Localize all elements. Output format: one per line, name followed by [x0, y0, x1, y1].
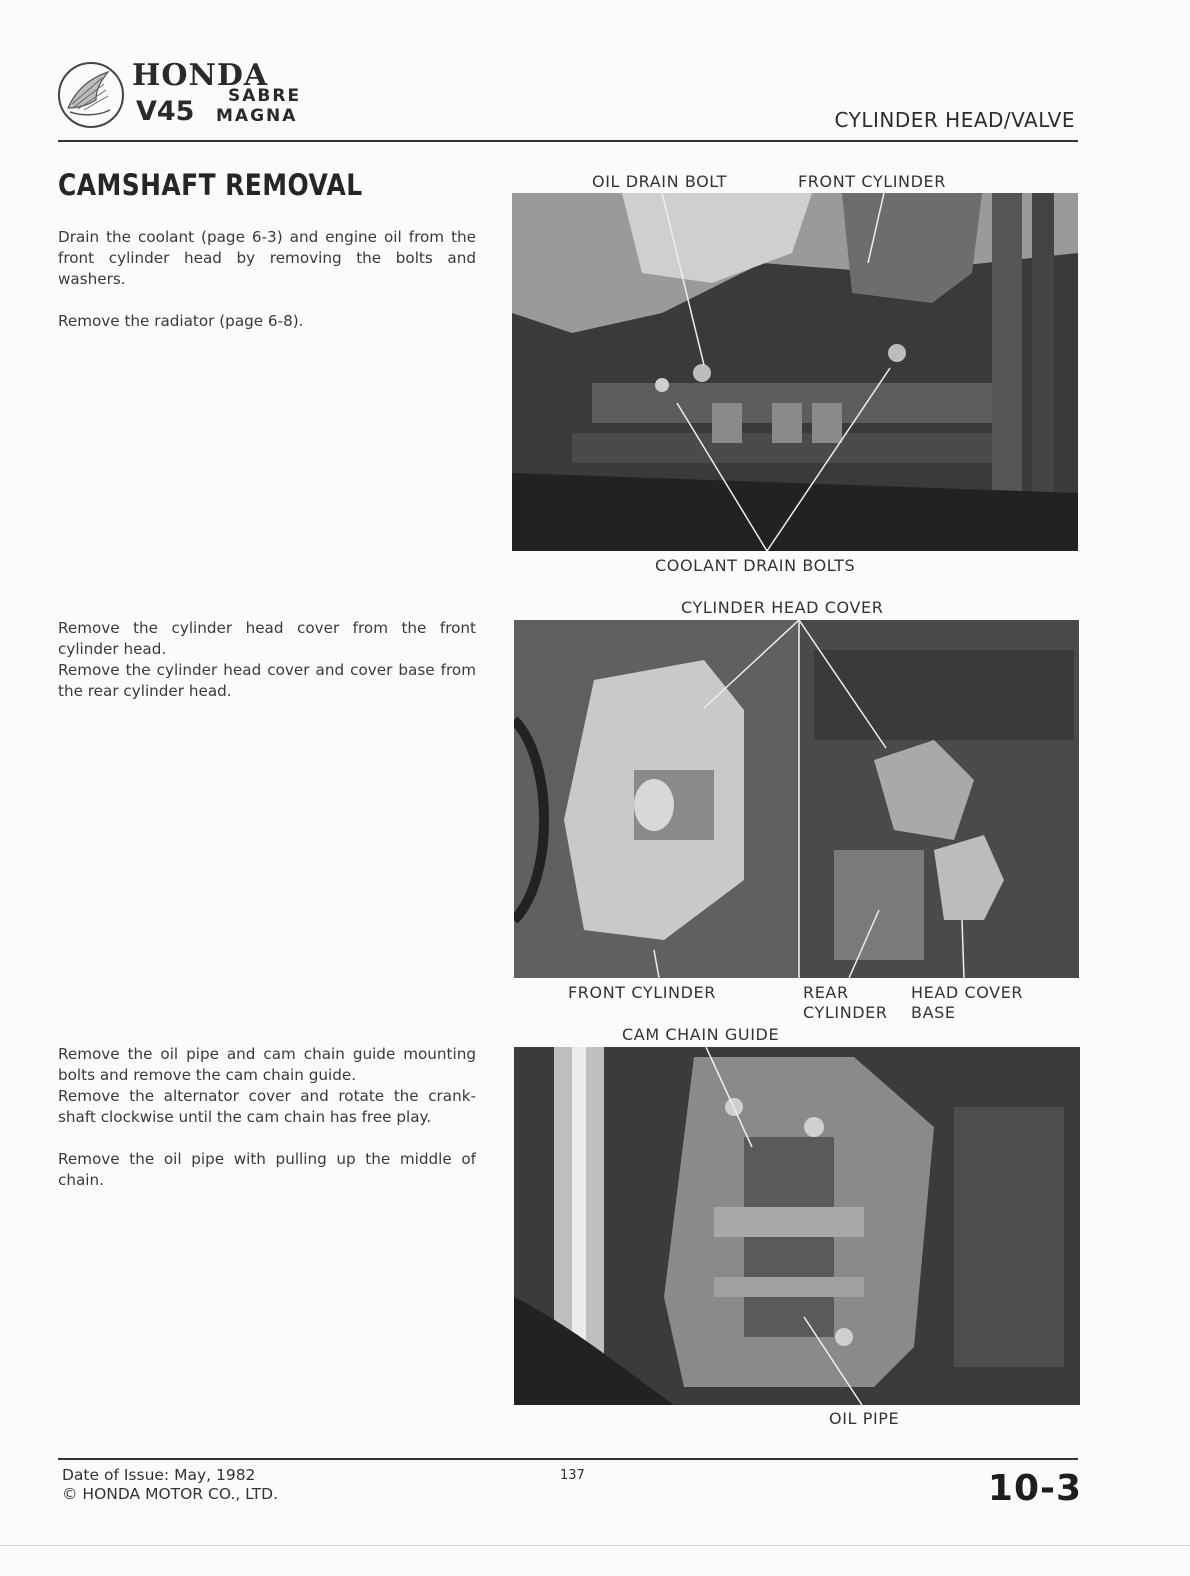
page-number: 137 — [560, 1468, 585, 1483]
copyright: © HONDA MOTOR CO., LTD. — [62, 1485, 279, 1503]
photo-cam-chain-guide-oil-pipe — [514, 1047, 1080, 1405]
label-head-cover-base-line-1: HEAD COVER — [911, 983, 1024, 1002]
photo-cylinder-head-covers — [514, 620, 1079, 978]
label-front-cylinder-top: FRONT CYLINDER — [798, 172, 946, 191]
step-2-text — [58, 618, 476, 723]
step-2-paragraph-1: Remove the cylinder head cover from the front cylinder head. — [58, 619, 476, 658]
label-coolant-drain-bolts: COOLANT DRAIN BOLTS — [655, 556, 856, 575]
label-cam-chain-guide: CAM CHAIN GUIDE — [622, 1025, 780, 1044]
footer-divider — [58, 1458, 1078, 1460]
step-1-paragraph-1: Drain the coolant (page 6-3) and engine oil from the front cylinder head by removing the bolts and washers. — [58, 228, 476, 288]
label-rear-cylinder-line-1: REAR — [803, 983, 849, 1002]
step-1-paragraph-2: Remove the radiator (page 6-8). — [58, 312, 304, 330]
photo-oil-and-coolant-drain — [512, 193, 1078, 551]
header-divider — [58, 140, 1078, 142]
page-title: CAMSHAFT REMOVAL — [58, 168, 363, 202]
label-rear-cylinder-line-2: CYLINDER — [803, 1003, 888, 1022]
model-variant-sabre: SABRE — [228, 86, 302, 106]
page-code: 10-3 — [987, 1468, 1082, 1509]
honda-wing-logo — [56, 60, 126, 130]
step-2-paragraph-2: Remove the cylinder head cover and cover base from the rear cylinder head. — [58, 661, 476, 700]
model-name: V45 — [136, 96, 195, 127]
scan-edge-line — [0, 1545, 1190, 1546]
date-of-issue: Date of Issue: May, 1982 — [62, 1466, 256, 1484]
label-oil-pipe: OIL PIPE — [829, 1409, 900, 1428]
label-oil-drain-bolt: OIL DRAIN BOLT — [592, 172, 727, 191]
step-3-paragraph-2: Remove the alternator cover and rotate the crank-shaft clockwise until the cam chain has free play. — [58, 1087, 476, 1126]
label-cylinder-head-cover: CYLINDER HEAD COVER — [681, 598, 884, 617]
brand-name: HONDA — [132, 58, 269, 93]
label-head-cover-base-line-2: BASE — [911, 1003, 956, 1022]
step-3-paragraph-3: Remove the oil pipe with pulling up the middle of chain. — [58, 1150, 476, 1189]
label-front-cylinder: FRONT CYLINDER — [568, 983, 716, 1002]
step-3-paragraph-1: Remove the oil pipe and cam chain guide mounting bolts and remove the cam chain guide. — [58, 1045, 476, 1084]
step-3-text — [58, 1044, 476, 1212]
model-variant-magna: MAGNA — [216, 106, 298, 126]
step-1-text — [58, 227, 476, 353]
section-title: CYLINDER HEAD/VALVE — [834, 108, 1075, 132]
